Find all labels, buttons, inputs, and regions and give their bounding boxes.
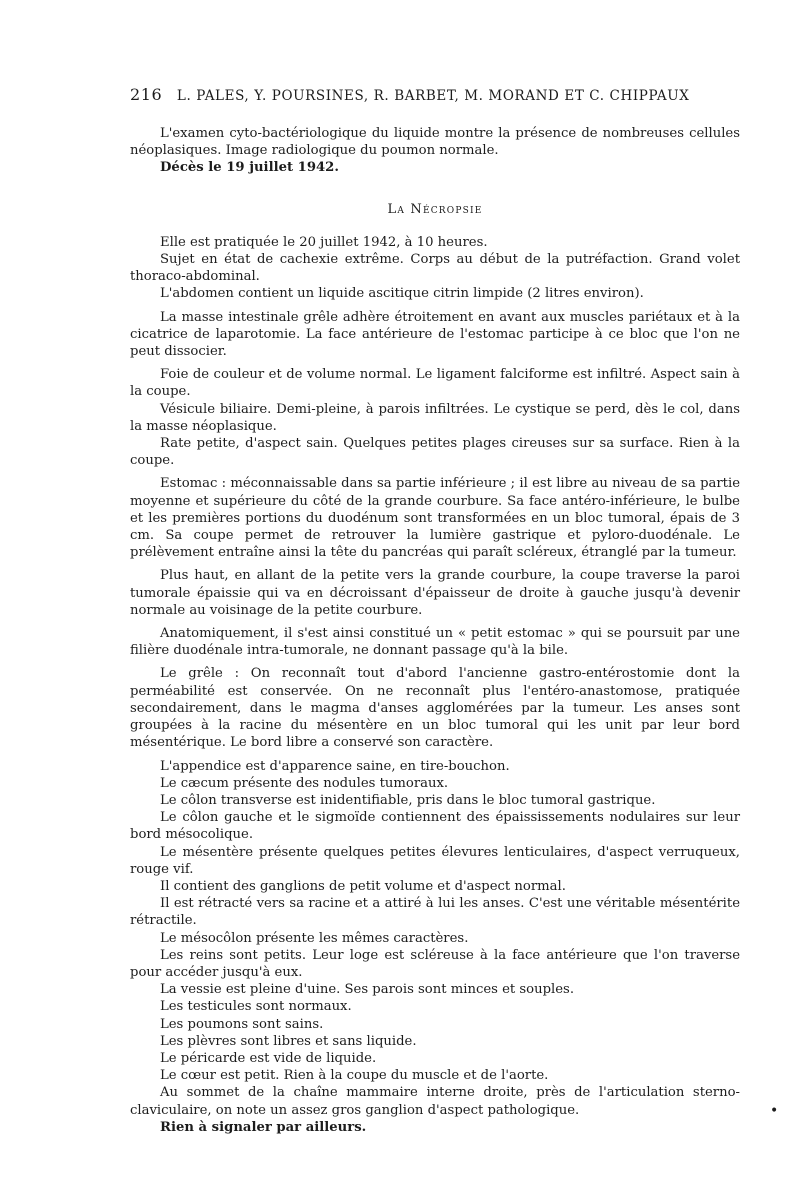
paragraph-mesocolon: Le mésocôlon présente les mêmes caractères. xyxy=(160,930,469,946)
paragraph-lungs: Les poumons sont sains. xyxy=(160,1016,324,1032)
document-body xyxy=(130,125,740,1136)
paragraph-mesentery: Le mésentère présente quelques petites élevures lenticulaires, d'aspect verruqueux, rouge vif. xyxy=(130,844,740,877)
page-number: 216 xyxy=(130,85,163,104)
authors-line: L. PALES, Y. POURSINES, R. BARBET, M. MORAND ET C. CHIPPAUX xyxy=(176,88,690,104)
paragraph-small-intestine: Le grêle : On reconnaît tout d'abord l'ancienne gastro-entérostomie dont la perméabilité est conservée. On ne reconnaît plus l'entéro-anastomose, pratiquée secondairement, dans le magma d'anses agglomérées par la tumeur. Les anses sont groupées à la racine du mésentère en un bloc tumoral qui les unit par leur bord mésentérique. Le bord libre a conservé son caractère. xyxy=(130,666,740,751)
paragraph-anatomy: Anatomiquement, il s'est ainsi constitué un « petit estomac » qui se poursuit par une filière duodénale intra-tumorale, ne donnant passage qu'à la bile. xyxy=(130,626,740,659)
paragraph-left-colon: Le côlon gauche et le sigmoïde contiennent des épaississements nodulaires sur leur bord mésocolique. xyxy=(130,810,740,843)
paragraph-caecum: Le cæcum présente des nodules tumoraux. xyxy=(160,775,449,791)
paragraph-appendix: L'appendice est d'apparence saine, en tire-bouchon. xyxy=(160,758,510,774)
paragraph-gallbladder: Vésicule biliaire. Demi-pleine, à parois infiltrées. Le cystique se perd, dès le col, dans la masse néoplasique. xyxy=(130,401,740,434)
margin-mark: • xyxy=(770,1103,779,1119)
paragraph-pericardium: Le péricarde est vide de liquide. xyxy=(160,1050,377,1066)
paragraph-cytology: L'examen cyto-bactériologique du liquide montre la présence de nombreuses cellules néoplasiques. Image radiologique du poumon normale. xyxy=(130,126,740,159)
paragraph-transverse-colon: Le côlon transverse est inidentifiable, pris dans le bloc tumoral gastrique. xyxy=(160,792,656,808)
paragraph-pleura: Les plèvres sont libres et sans liquide. xyxy=(160,1033,417,1049)
running-header xyxy=(130,85,690,104)
paragraph-heart: Le cœur est petit. Rien à la coupe du muscle et de l'aorte. xyxy=(160,1068,549,1084)
paragraph-intestinal-mass: La masse intestinale grêle adhère étroitement en avant aux muscles pariétaux et à la cicatrice de laparotomie. La face antérieure de l'estomac participe à ce bloc que l'on ne peut dissocier. xyxy=(130,309,740,360)
paragraph-retraction: Il est rétracté vers sa racine et a attiré à lui les anses. C'est une véritable mésentérite rétractile. xyxy=(130,896,740,929)
paragraph-spleen: Rate petite, d'aspect sain. Quelques petites plages cireuses sur sa surface. Rien à la coupe. xyxy=(130,436,740,469)
paragraph-general-state: Sujet en état de cachexie extrême. Corps au début de la putréfaction. Grand volet thoraco-abdominal. xyxy=(130,252,740,285)
paragraph-bladder: La vessie est pleine d'uine. Ses parois sont minces et souples. xyxy=(160,982,575,998)
paragraph-tumoral-wall: Plus haut, en allant de la petite vers la grande courbure, la coupe traverse la paroi tumorale épaissie qui va en décroissant d'épaisseur de droite à gauche jusqu'à devenir normale au voisinage de la petite courbure. xyxy=(130,568,740,618)
paragraph-nothing-else: Rien à signaler par ailleurs. xyxy=(160,1119,367,1135)
paragraph-kidneys: Les reins sont petits. Leur loge est scléreuse à la face antérieure que l'on traverse pour accéder jusqu'à eux. xyxy=(130,947,740,980)
section-title: La Nécropsie xyxy=(387,201,483,217)
paragraph-death-date: Décès le 19 juillet 1942. xyxy=(160,160,339,176)
paragraph-mammary-ganglion: Au sommet de la chaîne mammaire interne droite, près de l'articulation sterno-claviculaire, on note un assez gros ganglion d'aspect pathologique. xyxy=(130,1085,740,1118)
paragraph-testicles: Les testicules sont normaux. xyxy=(160,999,352,1015)
paragraph-necropsy-date: Elle est pratiquée le 20 juillet 1942, à 10 heures. xyxy=(160,234,488,250)
paragraph-ganglions: Il contient des ganglions de petit volume et d'aspect normal. xyxy=(160,878,566,894)
paragraph-liver: Foie de couleur et de volume normal. Le ligament falciforme est infiltré. Aspect sain à la coupe. xyxy=(130,367,740,400)
paragraph-abdomen: L'abdomen contient un liquide ascitique citrin limpide (2 litres environ). xyxy=(160,286,644,302)
paragraph-stomach: Estomac : méconnaissable dans sa partie inférieure ; il est libre au niveau de sa partie moyenne et supérieure du côté de la grande courbure. Sa face antéro-inférieure, le bulbe et les premières portions du duodénum sont transformées en un bloc tumoral, épais de 3 cm. Sa coupe permet de retrouver la lumière gastrique et pyloro-duodénale. Le prélèvement entraîne ainsi la tête du pancréas qui paraît scléreux, étranglé par la tumeur. xyxy=(130,476,740,561)
